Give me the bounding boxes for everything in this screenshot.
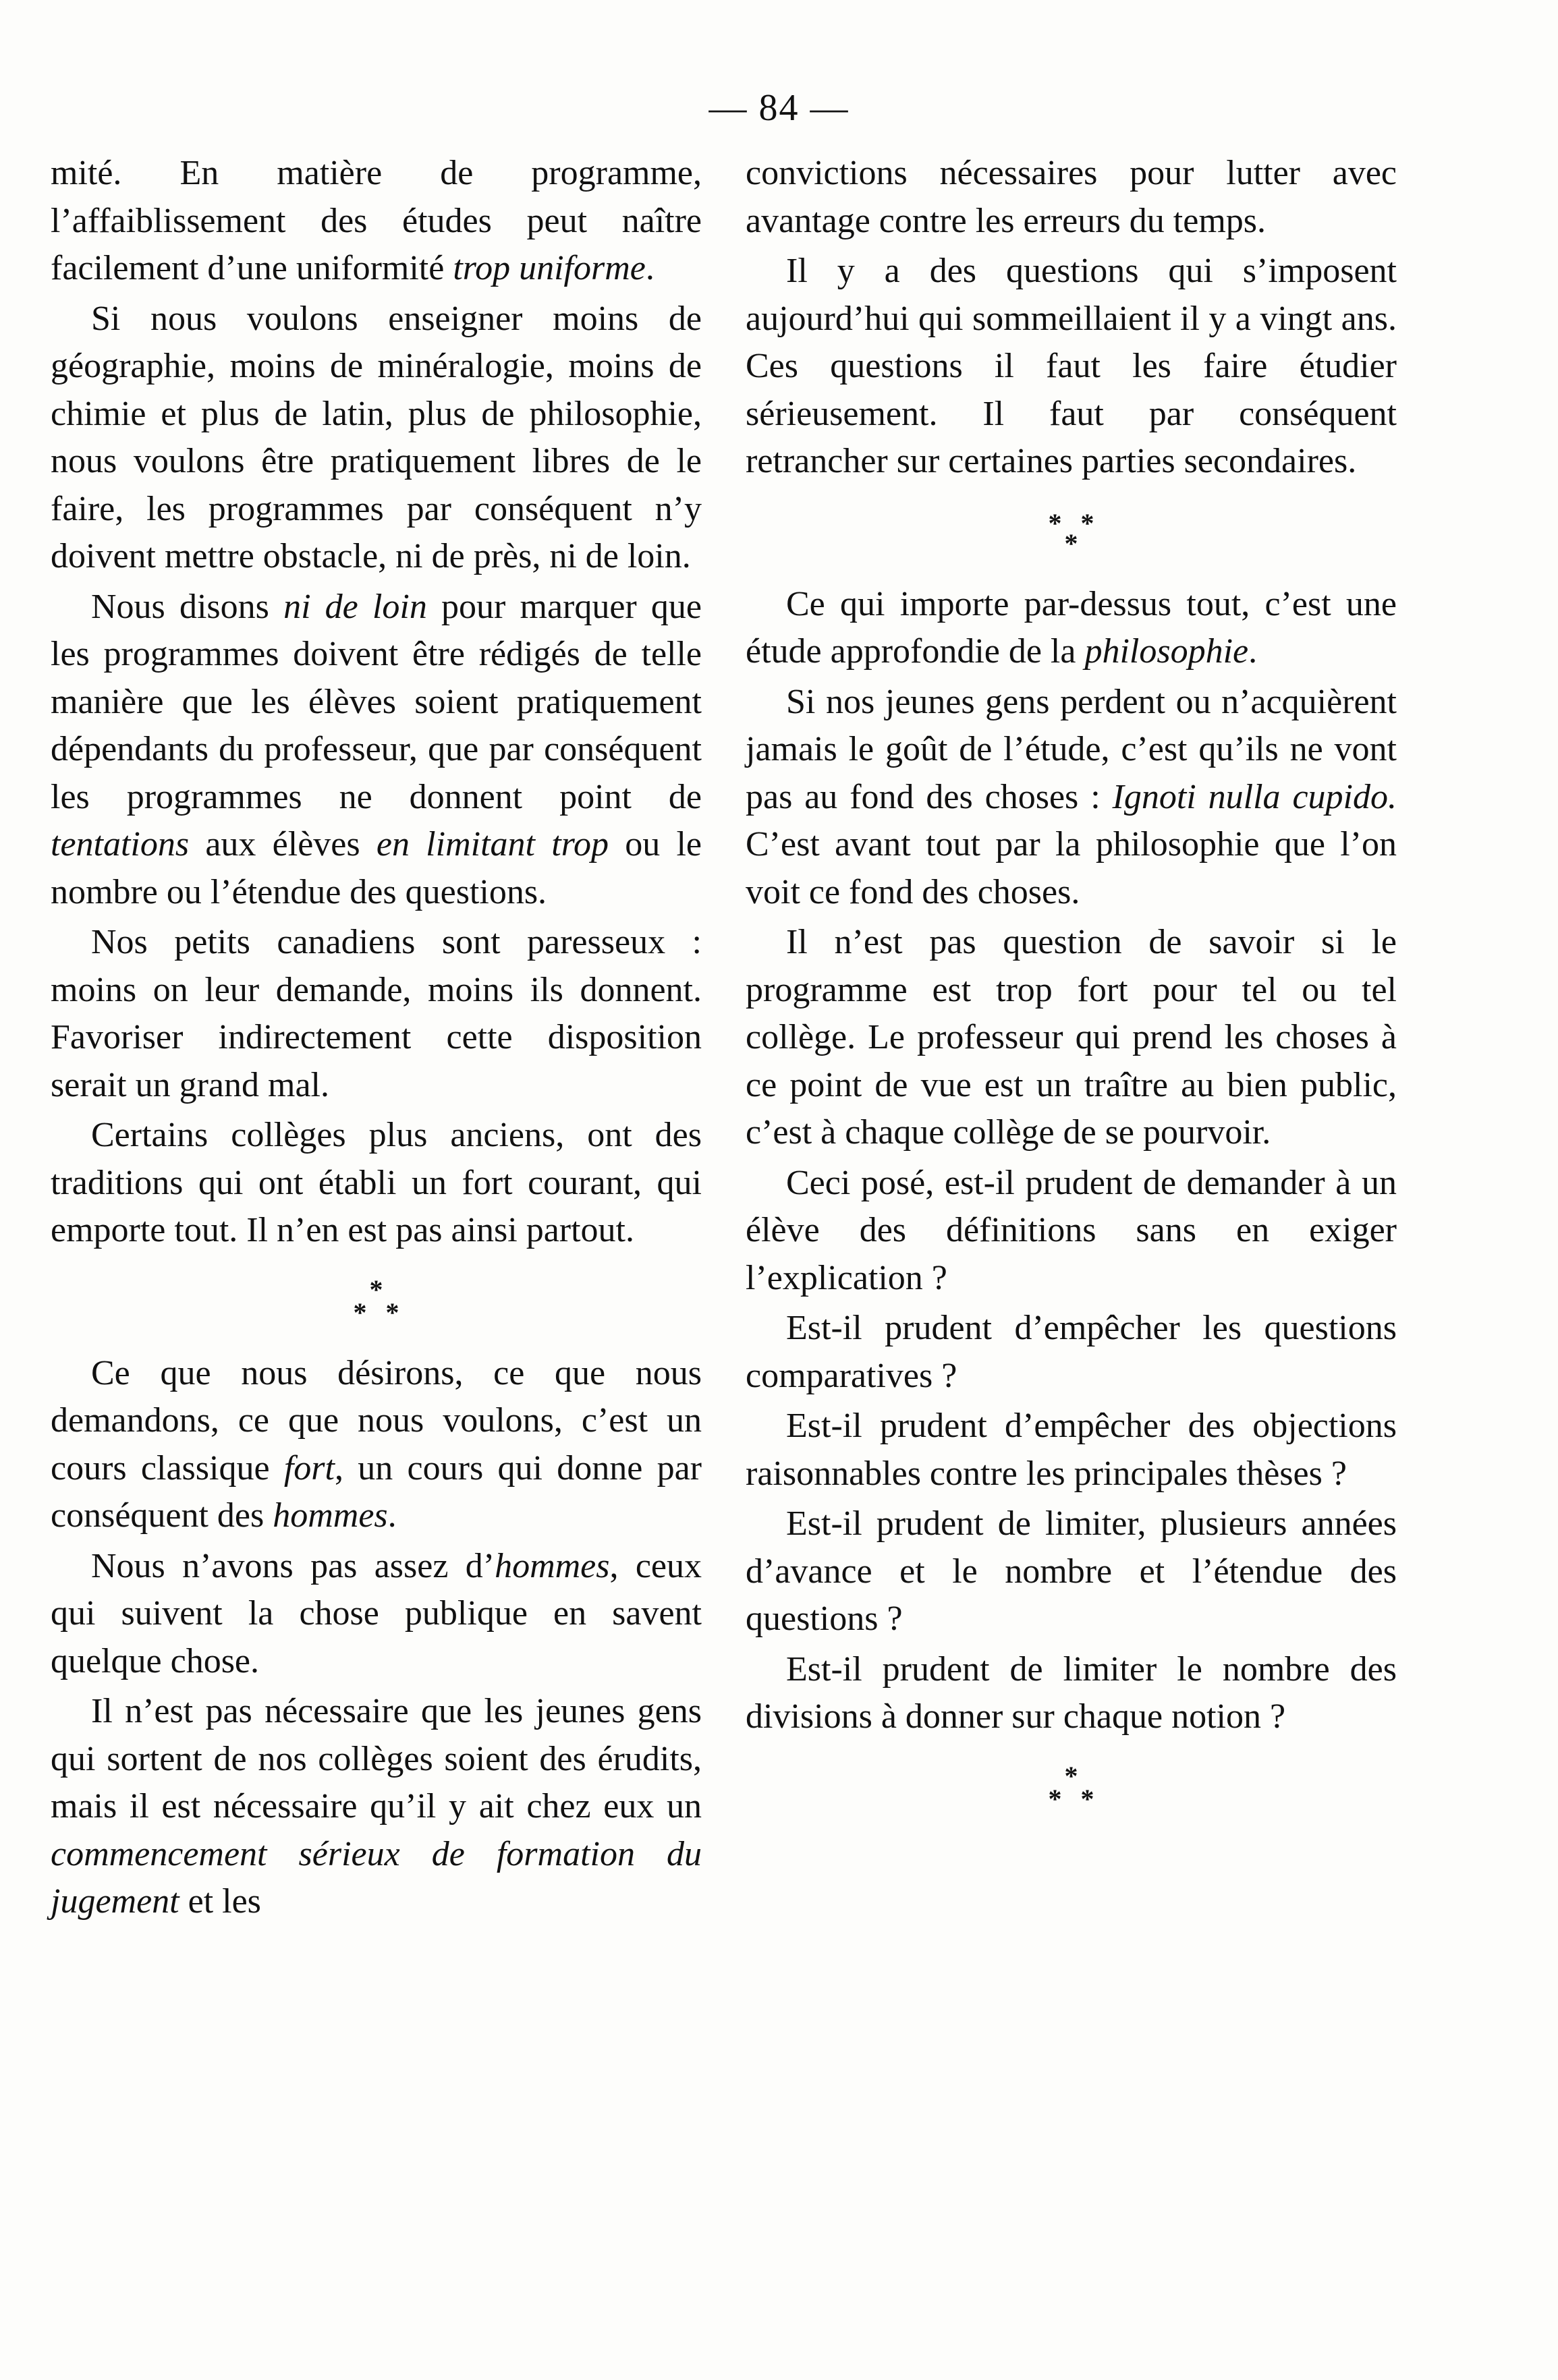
paragraph: Est-il prudent de limiter le nombre des divisions à donner sur chaque notion ? [746, 1649, 1397, 1736]
italic-text: en limitant trop [376, 825, 609, 863]
asterisk-mark: * [353, 1297, 367, 1328]
asterisk-mark: * [369, 1274, 383, 1305]
paragraph [51, 1688, 702, 1926]
paragraph-text: , un cours qui donne par conséquent des [51, 1448, 702, 1535]
left-column [51, 150, 702, 1926]
italic-text: trop uniforme [453, 249, 646, 287]
paragraph-text: , ceux qui suivent la chose publique en savent quelque chose. [51, 1546, 702, 1680]
paragraph: Est-il prudent de limiter, plusieurs années d’avance et le nombre et l’étendue des questions ? [746, 1504, 1397, 1638]
paragraph [51, 1543, 702, 1686]
italic-text: hommes [273, 1496, 388, 1535]
asterisk-mark: * [1048, 507, 1062, 538]
paragraph: Certains collèges plus anciens, ont des traditions qui ont établi un fort courant, qui emporte tout. Il n’en est pas ainsi partout. [51, 1116, 702, 1249]
paragraph-text: . [1248, 632, 1258, 671]
italic-text: commencement sérieux de formation du jugement [51, 1834, 702, 1921]
italic-text: Ignoti nulla cupido. [1112, 777, 1397, 816]
italic-text: ni de loin [283, 587, 427, 626]
paragraph-text: mité. En matière de programme, l’affaiblissement des études peut naître facilement d’une uniformité [51, 154, 702, 287]
right-column [746, 150, 1397, 1836]
asterism-divider [51, 1255, 702, 1350]
paragraph-text: Ce que nous désirons, ce que nous demandons, ce que nous voulons, c’est un cours classique [51, 1353, 702, 1488]
paragraph-text: . [387, 1496, 397, 1535]
paragraph-text: ou le nombre ou l’étendue des questions. [51, 825, 702, 911]
asterisk-mark: * [1080, 1783, 1094, 1814]
paragraph: convictions nécessaires pour lutter avec avantage contre les erreurs du temps. [746, 154, 1397, 240]
paragraph-text: Si nos jeunes gens perdent ou n’acquièrent jamais le goût de l’étude, c’est qu’ils ne vont pas au fond des choses : [746, 682, 1397, 816]
italic-text: tentations [51, 825, 190, 863]
paragraph-text: et les [179, 1882, 261, 1921]
asterisk-mark: * [385, 1297, 399, 1328]
paragraph-text: pour marquer que les programmes doivent être rédigés de telle manière que les élèves soient pratiquement dépendants du professeur, que par conséquent les programmes ne donnent point de [51, 587, 702, 816]
paragraph: Si nous voulons enseigner moins de géographie, moins de minéralogie, moins de chimie et plus de latin, plus de philosophie, nous voulons être pratiquement libres de le faire, les programmes par conséquent n’y doivent mettre obstacle, ni de près, ni de loin. [51, 299, 702, 575]
paragraph-text: Il n’est pas nécessaire que les jeunes gens qui sortent de nos collèges soient des érudits, mais il est nécessaire qu’il y ait chez eux un [51, 1692, 702, 1825]
paragraph-text: C’est avant tout par la philosophie que l’on voit ce fond des choses. [746, 825, 1397, 911]
paragraph [746, 581, 1397, 676]
paragraph: Il n’est pas question de savoir si le programme est trop fort pour tel ou tel collège. Le professeur qui prend les choses à ce point de vue est un traître au bien public, c’est à chaque collège de se pourvoir. [746, 923, 1397, 1152]
paragraph-text: Nous n’avons pas assez d’ [91, 1546, 495, 1585]
italic-text: philosophie [1084, 632, 1249, 671]
page-number: — 84 — [708, 87, 850, 129]
paragraph [51, 584, 702, 917]
paragraph [51, 150, 702, 293]
paragraph: Est-il prudent d’empêcher des objections raisonnables contre les principales thèses ? [746, 1407, 1397, 1493]
paragraph-text: aux élèves [189, 825, 377, 863]
asterism-divider [746, 1741, 1397, 1836]
asterisk-mark: * [1080, 507, 1094, 538]
asterisk-mark: * [1064, 528, 1078, 559]
paragraph-text: . [645, 249, 655, 287]
paragraph: Nos petits canadiens sont paresseux : moins on leur demande, moins ils donnent. Favoriser indirectement cette disposition serait un grand mal. [51, 923, 702, 1104]
italic-text: fort [283, 1448, 335, 1488]
paragraph-text: Ce qui importe par-dessus tout, c’est une étude approfondie de la [746, 584, 1397, 671]
asterism-divider [746, 486, 1397, 581]
paragraph: Il y a des questions qui s’imposent aujourd’hui qui sommeillaient il y a vingt ans. Ces questions il faut les faire étudier sérieusement. Il faut par conséquent retrancher sur certaines parties secondaires. [746, 252, 1397, 480]
paragraph [746, 679, 1397, 917]
asterisk-mark: * [1048, 1783, 1062, 1814]
italic-text: hommes [495, 1546, 610, 1585]
paragraph [51, 1350, 702, 1540]
paragraph: Est-il prudent d’empêcher les questions comparatives ? [746, 1309, 1397, 1395]
paragraph-text: Nous disons [91, 587, 284, 626]
paragraph: Ceci posé, est-il prudent de demander à un élève des définitions sans en exiger l’explication ? [746, 1163, 1397, 1297]
asterisk-mark: * [1064, 1760, 1078, 1791]
